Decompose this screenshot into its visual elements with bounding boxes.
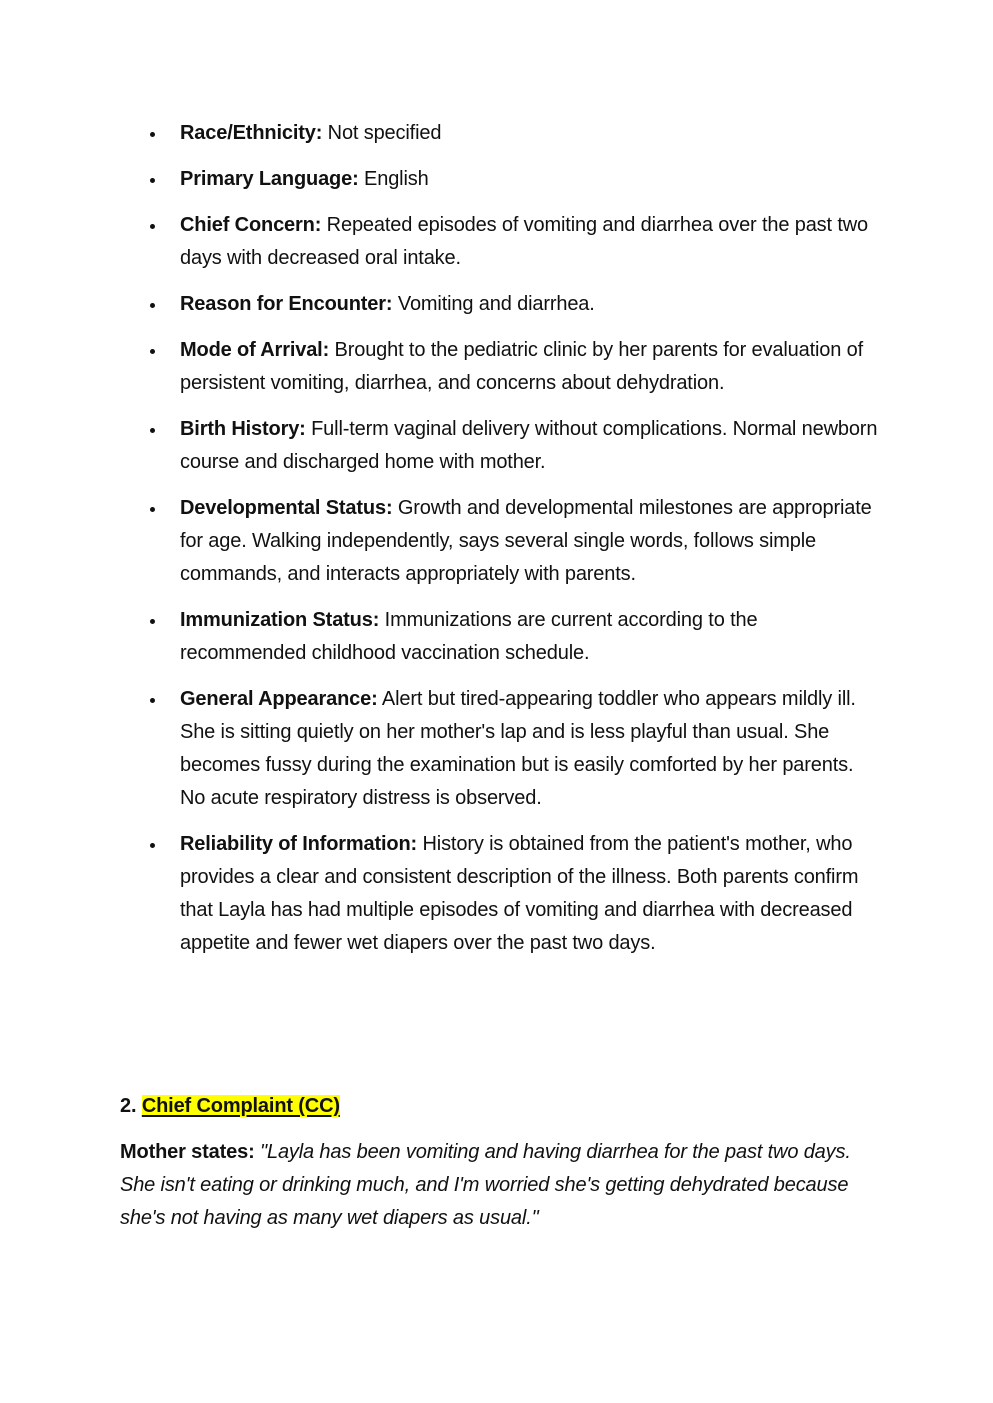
item-label: Reason for Encounter: (180, 293, 393, 315)
section-heading (120, 1090, 340, 1123)
item-text: History is obtained from the patient's mother, who provides a clear and consistent description of the illness. Both parents confirm that Layla has had multiple episodes of vomiting and diarrhea with decreased appetite and fewer wet diapers over the past two days. (180, 833, 859, 954)
list-item (120, 163, 880, 196)
bullet-icon (150, 428, 155, 433)
item-text: Not specified (327, 122, 442, 144)
item-text: Growth and developmental milestones are appropriate for age. Walking independently, says several single words, follows simple commands, and interacts appropriately with parents. (180, 497, 872, 585)
item-label: Immunization Status: (180, 609, 380, 631)
item-label: General Appearance: (180, 688, 378, 710)
item-text: English (364, 168, 429, 190)
item-label: Reliability of Information: (180, 833, 418, 855)
list-item (120, 828, 880, 960)
patient-info-list (120, 117, 880, 973)
bullet-icon (150, 619, 155, 624)
bullet-icon (150, 507, 155, 512)
list-item (120, 683, 880, 815)
list-item (120, 334, 880, 400)
quote-label: Mother states: (120, 1141, 255, 1163)
item-text: Vomiting and diarrhea. (397, 293, 595, 315)
item-label: Primary Language: (180, 168, 359, 190)
section-number: 2. (120, 1095, 137, 1117)
bullet-icon (150, 178, 155, 183)
list-item (120, 413, 880, 479)
item-label: Race/Ethnicity: (180, 122, 323, 144)
item-label: Birth History: (180, 418, 306, 440)
list-item (120, 117, 880, 150)
item-label: Mode of Arrival: (180, 339, 330, 361)
item-label: Developmental Status: (180, 497, 393, 519)
bullet-icon (150, 303, 155, 308)
list-item (120, 492, 880, 591)
bullet-icon (150, 349, 155, 354)
section-title: Chief Complaint (CC) (141, 1095, 340, 1117)
bullet-icon (150, 224, 155, 229)
item-label: Chief Concern: (180, 214, 322, 236)
item-text: Repeated episodes of vomiting and diarrhea over the past two days with decreased oral intake. (180, 214, 869, 269)
bullet-icon (150, 132, 155, 137)
list-item (120, 604, 880, 670)
item-text: Full-term vaginal delivery without complications. Normal newborn course and discharged home with mother. (180, 418, 878, 473)
item-text: Immunizations are current according to the recommended childhood vaccination schedule. (180, 609, 758, 664)
bullet-icon (150, 843, 155, 848)
quote-text: "Layla has been vomiting and having diarrhea for the past two days. She isn't eating or drinking much, and I'm worried she's getting dehydrated because she's not having as many wet diapers as usual." (120, 1141, 851, 1229)
item-text: Brought to the pediatric clinic by her parents for evaluation of persistent vomiting, diarrhea, and concerns about dehydration. (180, 339, 864, 394)
list-item (120, 288, 880, 321)
item-text: Alert but tired-appearing toddler who appears mildly ill. She is sitting quietly on her mother's lap and is less playful than usual. She becomes fussy during the examination but is easily comforted by her parents. No acute respiratory distress is observed. (180, 688, 856, 809)
bullet-icon (150, 698, 155, 703)
list-item (120, 209, 880, 275)
mother-quote-paragraph (120, 1136, 880, 1235)
